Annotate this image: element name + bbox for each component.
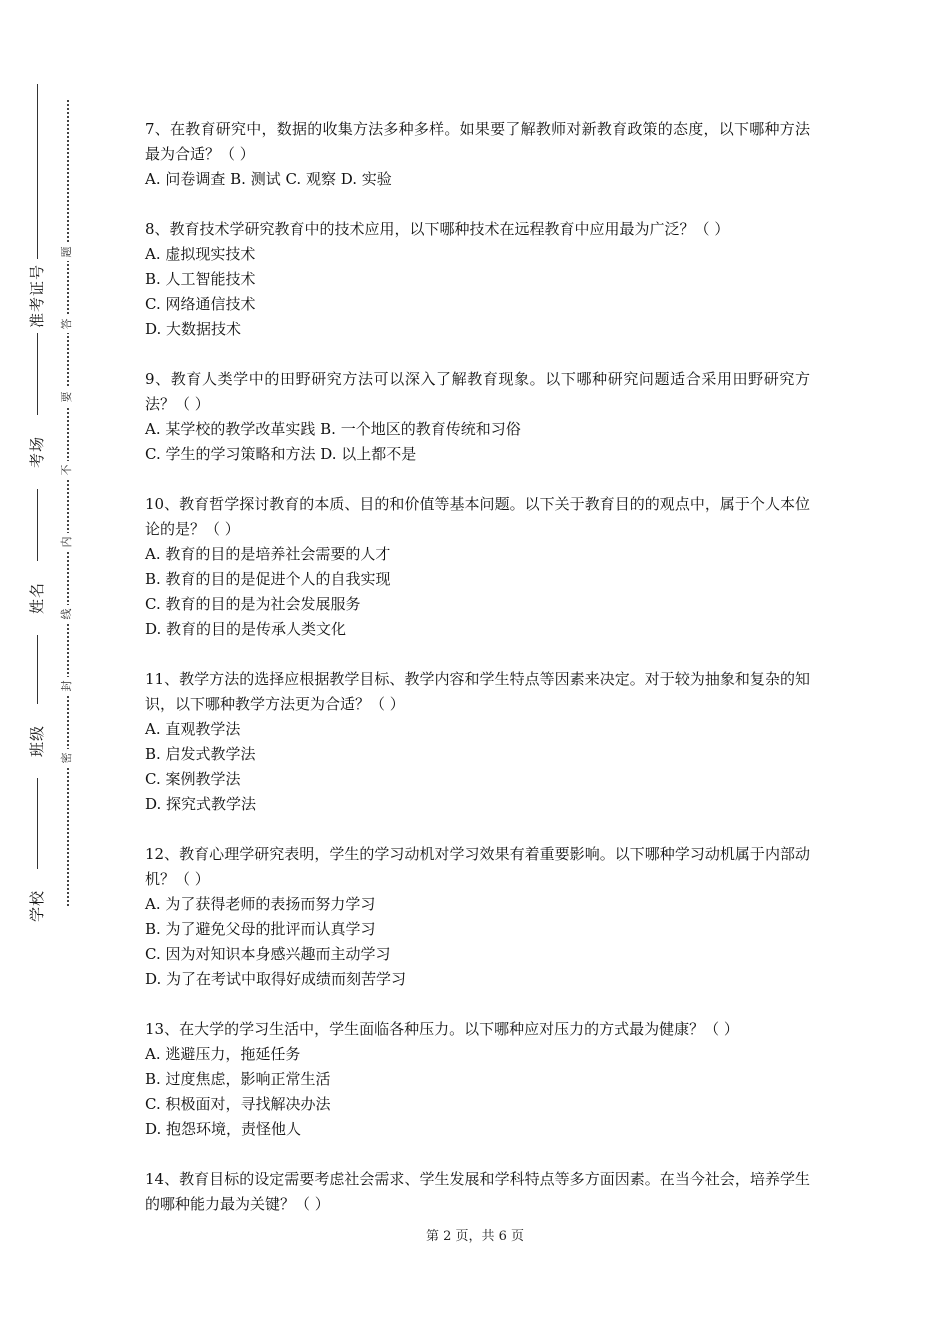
question-9	[145, 367, 810, 467]
seal-char: 答	[59, 315, 75, 333]
question-stem: 14、教育目标的设定需要考虑社会需求、学生发展和学科特点等多方面因素。在当今社会，培养学生的哪种能力最为关键？（ ）	[145, 1170, 810, 1213]
question-stem: 13、在大学的学习生活中，学生面临各种压力。以下哪种应对压力的方式最为健康？（ ）	[145, 1020, 739, 1038]
seal-char: 要	[59, 388, 75, 406]
binding-line	[37, 84, 38, 924]
seal-char: 不	[59, 461, 75, 479]
question-11	[145, 667, 810, 817]
seal-char: 封	[59, 677, 75, 695]
option-b: B. 过度焦虑，影响正常生活	[145, 1070, 331, 1088]
question-stem: 8、教育技术学研究教育中的技术应用，以下哪种技术在远程教育中应用最为广泛？（ ）	[145, 220, 730, 238]
option-b: B. 教育的目的是促进个人的自我实现	[145, 570, 391, 588]
option-d: D. 探究式教学法	[145, 795, 257, 813]
seal-char: 内	[59, 533, 75, 551]
option-b: B. 人工智能技术	[145, 270, 256, 288]
option-d: D. 为了在考试中取得好成绩而刻苦学习	[145, 970, 407, 988]
question-12	[145, 842, 810, 992]
option-a: A. 逃避压力，拖延任务	[145, 1045, 301, 1063]
option-a: A. 虚拟现实技术	[145, 245, 256, 263]
question-13	[145, 1017, 810, 1142]
option-d: D. 大数据技术	[145, 320, 242, 338]
question-stem: 12、教育心理学研究表明，学生的学习动机对学习效果有着重要影响。以下哪种学习动机属于内部动机？（ ）	[145, 845, 810, 888]
seal-char: 密	[59, 749, 75, 767]
exam-room-label: 考场	[27, 415, 47, 489]
option-d: D. 教育的目的是传承人类文化	[145, 620, 347, 638]
question-8	[145, 217, 810, 342]
option-line: A. 某学校的教学改革实践 B. 一个地区的教育传统和习俗	[145, 420, 521, 438]
question-10	[145, 492, 810, 642]
name-label: 姓名	[27, 561, 47, 635]
option-line: C. 学生的学习策略和方法 D. 以上都不是	[145, 445, 417, 463]
exam-number-label: 准考证号	[27, 259, 47, 333]
option-c: C. 案例教学法	[145, 770, 241, 788]
school-label: 学校	[27, 869, 47, 943]
question-stem: 7、在教育研究中，数据的收集方法多种多样。如果要了解教师对新教育政策的态度，以下哪种方法最为合适？（ ）	[145, 120, 810, 163]
option-c: C. 积极面对，寻找解决办法	[145, 1095, 331, 1113]
option-b: B. 启发式教学法	[145, 745, 256, 763]
option-d: D. 抱怨环境，责怪他人	[145, 1120, 302, 1138]
option-b: B. 为了避免父母的批评而认真学习	[145, 920, 376, 938]
page-number: 第 2 页，共 6 页	[425, 1229, 525, 1244]
question-stem: 9、教育人类学中的田野研究方法可以深入了解教育现象。以下哪种研究问题适合采用田野研究方法？（ ）	[145, 370, 810, 413]
option-a: A. 为了获得老师的表扬而努力学习	[145, 895, 376, 913]
option-c: C. 网络通信技术	[145, 295, 256, 313]
class-label: 班级	[27, 704, 47, 778]
option-line: A. 问卷调查 B. 测试 C. 观察 D. 实验	[145, 170, 392, 188]
seal-char: 线	[59, 605, 75, 623]
seal-char: 题	[59, 243, 75, 261]
option-c: C. 教育的目的是为社会发展服务	[145, 595, 361, 613]
seal-dotted-line	[67, 100, 69, 906]
question-list	[145, 117, 810, 1242]
question-7	[145, 117, 810, 192]
question-stem: 10、教育哲学探讨教育的本质、目的和价值等基本问题。以下关于教育目的的观点中，属于个人本位论的是？（ ）	[145, 495, 810, 538]
option-a: A. 教育的目的是培养社会需要的人才	[145, 545, 391, 563]
question-stem: 11、教学方法的选择应根据教学目标、教学内容和学生特点等因素来决定。对于较为抽象和复杂的知识，以下哪种教学方法更为合适？（ ）	[145, 670, 810, 713]
option-a: A. 直观教学法	[145, 720, 241, 738]
question-14	[145, 1167, 810, 1217]
option-c: C. 因为对知识本身感兴趣而主动学习	[145, 945, 391, 963]
